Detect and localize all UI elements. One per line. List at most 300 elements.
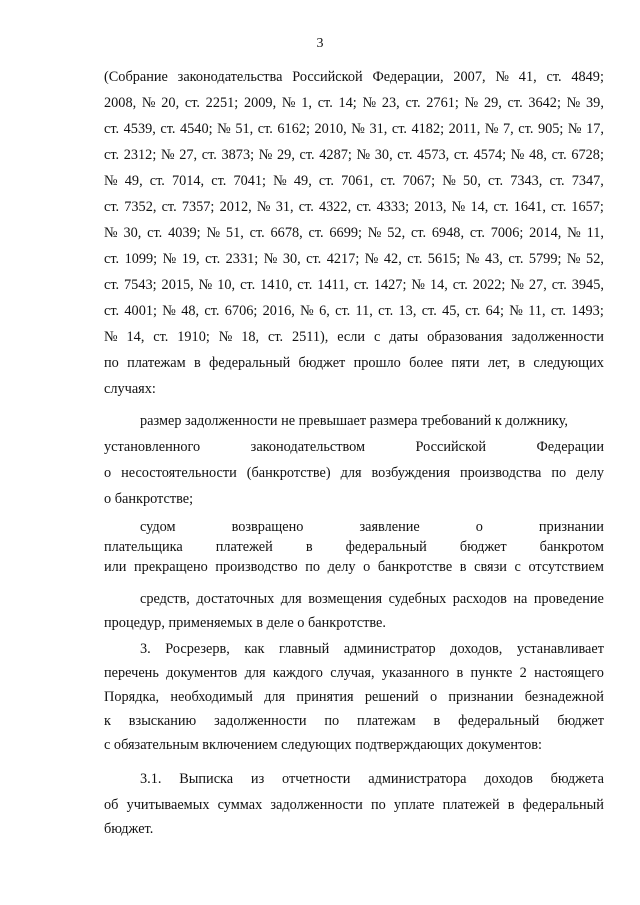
text-line (140, 590, 604, 608)
word: 2009, (243, 95, 277, 111)
word: 19, (181, 251, 200, 267)
word: № (464, 95, 479, 111)
word: 52, (387, 225, 406, 241)
word: делу (576, 465, 604, 481)
word: 1910; (177, 329, 210, 345)
word: настоящего (534, 665, 604, 681)
word: 5799; (528, 251, 562, 267)
word: ст. (104, 251, 120, 267)
word: установленного (104, 439, 201, 455)
text-line (104, 276, 604, 294)
word: ст. (147, 225, 163, 241)
word: 3. (140, 641, 151, 657)
word: 6162; (277, 121, 310, 137)
word: № (198, 277, 213, 293)
word: возмещения (308, 591, 383, 607)
word: безнадежной (524, 689, 604, 705)
word: из (250, 771, 265, 787)
word: устанавливает (516, 641, 604, 657)
word: 3.1. (140, 771, 162, 787)
word: № (218, 329, 233, 345)
word: ст. (153, 329, 169, 345)
word: ст. (407, 251, 423, 267)
word: ст. (149, 173, 165, 189)
word: или (104, 559, 127, 575)
word: 30, (282, 251, 301, 267)
word: (банкротстве) (246, 465, 331, 481)
word: судом (140, 519, 176, 535)
word: 2008, (104, 95, 137, 111)
word: 42, (383, 251, 402, 267)
word: достаточных (196, 591, 275, 607)
word: 7, (503, 121, 514, 137)
word: если (337, 329, 366, 345)
word: 1, (301, 95, 312, 111)
word: ст. (306, 251, 322, 267)
word: 2251; (205, 95, 239, 111)
word: пяти (451, 355, 480, 371)
text-line (140, 770, 604, 788)
word: 4539, (123, 121, 156, 137)
word: ст. (335, 303, 351, 319)
word: для (280, 591, 302, 607)
word: даты (389, 329, 419, 345)
word: ст. (405, 95, 421, 111)
text-line: процедур, применяемых в деле о банкротстве. (104, 615, 386, 631)
word: плательщика (104, 539, 183, 555)
word: доходов (484, 771, 533, 787)
word: № (281, 95, 296, 111)
word: расходов (452, 591, 507, 607)
word: 1099; (124, 251, 158, 267)
text-line (104, 172, 604, 190)
word: 14, (429, 277, 448, 293)
word: № (566, 95, 581, 111)
word: 4333; (376, 199, 410, 215)
word: 48, (181, 303, 200, 319)
word: ст. (507, 95, 523, 111)
word: ст. (421, 303, 437, 319)
word: № (162, 251, 177, 267)
word: 30, (374, 147, 393, 163)
word: о (104, 465, 112, 481)
word: ст. (211, 173, 227, 189)
word: № (567, 121, 582, 137)
word: несостоятельности (121, 465, 237, 481)
word: ст. (308, 225, 324, 241)
word: 2016, (262, 303, 295, 319)
word: № (162, 303, 176, 319)
word: 7067; (402, 173, 436, 189)
text-line (140, 640, 604, 658)
word: платежам (357, 713, 416, 729)
word: 2013, (414, 199, 447, 215)
word: 2007, (453, 69, 486, 85)
word: администратора (368, 771, 467, 787)
word: ст. (452, 277, 468, 293)
word: № (411, 277, 426, 293)
word: ст. (249, 225, 265, 241)
word: ст. (267, 329, 284, 345)
word: признании (448, 689, 514, 705)
text-line (104, 146, 604, 164)
word: учитываемых (126, 797, 210, 813)
word: принятия (296, 689, 354, 705)
word: признании (538, 519, 604, 535)
word: 43, (484, 251, 503, 267)
word: № (104, 173, 118, 189)
word: необходимый (170, 689, 253, 705)
text-line: бюджет. (104, 821, 154, 837)
word: ст. (205, 251, 221, 267)
word: в (433, 713, 441, 729)
word: 3642; (528, 95, 561, 111)
word: 51, (225, 225, 244, 241)
word: ст. (104, 277, 120, 293)
word: Российской (292, 69, 363, 85)
word: № (351, 121, 365, 137)
word: федеральный (458, 713, 540, 729)
word: уплате (393, 797, 435, 813)
word: с (373, 329, 381, 345)
word: ст. (356, 199, 372, 215)
word: Федерации (536, 439, 604, 455)
word: № (104, 329, 118, 345)
word: 49, (124, 173, 143, 189)
word: 2011, (448, 121, 481, 137)
text-line (104, 464, 604, 482)
word: 23, (381, 95, 400, 111)
word: 7041; (233, 173, 267, 189)
word: 14, (126, 329, 145, 345)
word: № (141, 95, 156, 111)
word: отчетности (282, 771, 351, 787)
word: 4322, (318, 199, 352, 215)
word: ст. (551, 147, 567, 163)
word: 2 (519, 665, 527, 681)
word: о (475, 519, 483, 535)
word: № (273, 173, 287, 189)
word: средств, (140, 591, 190, 607)
word: 50, (463, 173, 481, 189)
word: ст. (297, 277, 313, 293)
word: 11, (586, 225, 604, 241)
word: для (244, 665, 266, 681)
word: ст. (518, 121, 534, 137)
word: 29, (277, 147, 295, 163)
word: пункте (470, 665, 513, 681)
word: бюджета (550, 771, 604, 787)
word: доходов, (450, 641, 503, 657)
word: банкротом (539, 539, 604, 555)
word: ст. (318, 173, 334, 189)
word: 41, (518, 69, 537, 85)
word: № (364, 251, 379, 267)
word: ст. (378, 303, 394, 319)
word: возбуждения (371, 465, 451, 481)
word: 2761; (426, 95, 459, 111)
word: делу (327, 559, 356, 575)
word: 51, (235, 121, 254, 137)
word: 6728; (571, 147, 604, 163)
word: 7006; (490, 225, 524, 241)
word: Российской (415, 439, 487, 455)
word: 18, (241, 329, 260, 345)
word: суммах (217, 797, 263, 813)
word: ст. (508, 251, 524, 267)
word: ст. (488, 173, 504, 189)
word: ст. (240, 277, 256, 293)
word: 49, (293, 173, 312, 189)
word: 31, (369, 121, 388, 137)
word: образования (427, 329, 503, 345)
word: 29, (483, 95, 502, 111)
word: 4540; (180, 121, 213, 137)
word: 7347, (571, 173, 604, 189)
word: 14, (470, 199, 489, 215)
word: в (507, 797, 515, 813)
word: 4849; (571, 69, 604, 85)
word: 31, (275, 199, 294, 215)
word: 2012, (219, 199, 252, 215)
text-line (104, 438, 604, 456)
word: законодательства (177, 69, 283, 85)
word: 7343, (510, 173, 543, 189)
word: 1427; (373, 277, 407, 293)
word: по (104, 355, 119, 371)
word: ст. (104, 199, 120, 215)
word: ст. (204, 303, 220, 319)
word: № (465, 251, 480, 267)
word: ст. (469, 225, 485, 241)
word: № (451, 199, 466, 215)
word: Порядка, (104, 689, 160, 705)
word: следующих (533, 355, 604, 371)
word: 4573, (417, 147, 450, 163)
page-number: 3 (316, 36, 324, 51)
word: № (495, 69, 509, 85)
word: 905; (537, 121, 564, 137)
word: прекращено (134, 559, 208, 575)
word: 2010, (314, 121, 347, 137)
word: задолженности (511, 329, 604, 345)
word: на (513, 591, 528, 607)
word: 13, (398, 303, 417, 319)
word: об (104, 797, 119, 813)
word: ст. (551, 199, 567, 215)
word: № (300, 303, 314, 319)
word: о (429, 689, 438, 705)
word: 2022; (472, 277, 506, 293)
word: № (484, 121, 499, 137)
word: о (363, 559, 371, 575)
text-line (104, 688, 604, 706)
word: 2511), (291, 329, 329, 345)
word: федеральный (345, 539, 427, 555)
word: бюджет (557, 713, 604, 729)
word: 7357; (181, 199, 215, 215)
word: бюджет (459, 539, 507, 555)
word: № (566, 251, 581, 267)
text-line (104, 328, 604, 346)
text-line (104, 558, 604, 576)
word: 48, (529, 147, 547, 163)
word: каждого (272, 665, 323, 681)
word: № (217, 121, 231, 137)
word: задолженности (214, 713, 307, 729)
word: главный (278, 641, 330, 657)
word: в (518, 355, 526, 371)
text-line (104, 224, 604, 242)
word: ст. (410, 225, 427, 241)
word: № (258, 147, 273, 163)
word: № (510, 277, 524, 293)
word: для (340, 465, 362, 481)
word: 1493; (571, 303, 604, 319)
word: № (567, 225, 581, 241)
word: судебных (388, 591, 447, 607)
text-line (104, 354, 604, 372)
word: перечень (104, 665, 159, 681)
word: ст. (201, 147, 217, 163)
word: лет, (487, 355, 511, 371)
word: законодательством (250, 439, 366, 455)
word: решений (364, 689, 419, 705)
word: 20, (161, 95, 180, 111)
word: 11, (528, 303, 546, 319)
text-line: случаях: (104, 381, 156, 397)
word: ст. (184, 95, 200, 111)
word: по (370, 797, 386, 813)
word: с (514, 559, 521, 575)
word: 2331; (225, 251, 259, 267)
word: к (104, 713, 111, 729)
word: федеральный (522, 797, 604, 813)
word: ст. (493, 199, 509, 215)
word: по (551, 465, 567, 481)
word: 27, (528, 277, 547, 293)
word: 4182; (411, 121, 445, 137)
word: ст. (104, 147, 120, 163)
word: 6706; (224, 303, 258, 319)
word: ст. (104, 303, 120, 319)
word: в (456, 665, 464, 681)
word: администратор (343, 641, 436, 657)
text-line (104, 198, 604, 216)
word: отсутствием (528, 559, 604, 575)
word: более (409, 355, 444, 371)
word: указанного (381, 665, 450, 681)
text-line: о банкротстве; (104, 491, 194, 507)
word: 4574; (473, 147, 507, 163)
word: 2015, (161, 277, 194, 293)
word: платежам (127, 355, 186, 371)
word: в (459, 559, 467, 575)
text-line (104, 120, 604, 138)
word: по (305, 559, 321, 575)
word: документов (166, 665, 238, 681)
word: федеральный (209, 355, 291, 371)
word: № (356, 147, 371, 163)
word: 5615; (427, 251, 461, 267)
word: проведение (533, 591, 604, 607)
word: ст. (104, 121, 120, 137)
text-line (104, 302, 604, 320)
text-line (104, 796, 604, 814)
word: производство (215, 559, 298, 575)
text-line (104, 250, 604, 268)
word: ст. (397, 147, 413, 163)
word: № (362, 95, 377, 111)
word: 6699; (329, 225, 362, 241)
word: 4001; (124, 303, 157, 319)
word: Федерации, (372, 69, 444, 85)
word: ст. (353, 277, 369, 293)
word: производства (459, 465, 542, 481)
word: 17, (586, 121, 604, 137)
word: ст. (549, 173, 565, 189)
word: случая, (330, 665, 375, 681)
word: ст. (546, 69, 562, 85)
word: 64; (485, 303, 504, 319)
word: 3945, (571, 277, 604, 293)
word: бюджет (298, 355, 346, 371)
word: № (104, 225, 118, 241)
word: 10, (217, 277, 236, 293)
word: 1657; (571, 199, 604, 215)
word: № (263, 251, 278, 267)
word: 4287; (319, 147, 352, 163)
word: по (324, 713, 340, 729)
word: прошло (353, 355, 401, 371)
word: Росрезерв, (165, 641, 230, 657)
word: ст. (391, 121, 407, 137)
word: 7014, (171, 173, 205, 189)
word: как (244, 641, 265, 657)
word: ст. (380, 173, 396, 189)
word: ст. (317, 95, 333, 111)
word: ст. (550, 303, 566, 319)
word: 7543; (124, 277, 157, 293)
word: 3873; (221, 147, 255, 163)
word: ст. (298, 199, 314, 215)
word: 7061, (341, 173, 374, 189)
word: платежей (215, 539, 273, 555)
word: 4039; (168, 225, 201, 241)
text-line: размер задолженности не превышает размера требований к должнику, (140, 413, 568, 429)
text-line (104, 68, 604, 86)
word: 39, (586, 95, 604, 111)
word: 30, (123, 225, 142, 241)
word: № (510, 147, 525, 163)
word: 11, (355, 303, 373, 319)
word: № (442, 173, 456, 189)
word: ст. (160, 121, 176, 137)
word: 7352, (124, 199, 157, 215)
word: 6678, (270, 225, 303, 241)
word: ст. (465, 303, 481, 319)
word: 6948, (431, 225, 465, 241)
word: 52, (586, 251, 604, 267)
word: № (206, 225, 221, 241)
word: № (256, 199, 271, 215)
word: (Собрание (104, 69, 168, 85)
word: 2014, (529, 225, 562, 241)
word: Выписка (179, 771, 234, 787)
word: заявление (359, 519, 420, 535)
word: возвращено (231, 519, 304, 535)
text-line (104, 712, 604, 730)
